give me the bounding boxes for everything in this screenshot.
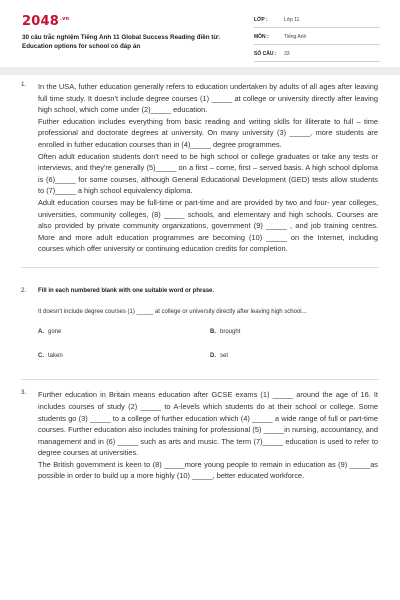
option-letter: C.: [38, 353, 44, 360]
option-b[interactable]: [210, 329, 240, 335]
site-logo[interactable]: [22, 14, 69, 29]
passage-paragraph: Adult education courses may be full-time or part-time and are provided by two and four- year colleges, universities, community colleges, (8) _____ schools, and elementary and high schools. Courses are also provided by private community organizations, government (9) _____ , and job training centres. More and more adult education programmes are becoming (10) _____ on the Internet, including courses which offer university or continuing education credits for completion.: [38, 197, 378, 254]
meta-row-question-count: [254, 48, 380, 62]
meta-label: SỐ CÂU :: [254, 51, 277, 57]
question-body: [38, 81, 378, 255]
option-text: brought: [220, 329, 241, 336]
option-text: taken: [48, 353, 63, 360]
passage-paragraph: Futher education includes everything from basic reading and writing skills for illiterate to full – time professional and doctorate degrees at university. On many university (3) _____, more students are enrolled in futher education courses than in (4)_____ degree programmes.: [38, 116, 378, 149]
meta-value: Lớp 11: [284, 17, 300, 23]
answer-options: [38, 329, 378, 375]
meta-row-class: [254, 14, 380, 28]
meta-value: Tiếng Anh: [284, 34, 307, 40]
question-body: [38, 389, 378, 482]
option-letter: D.: [210, 353, 216, 360]
question-2: [0, 287, 400, 375]
option-text: set: [220, 353, 229, 360]
option-letter: B.: [210, 329, 216, 336]
question-3: [0, 389, 400, 482]
header-separator: [0, 67, 400, 75]
question-divider: [21, 267, 379, 268]
question-1: [0, 75, 400, 255]
option-letter: A.: [38, 329, 44, 336]
document-meta: [254, 14, 380, 65]
passage-paragraph: In the USA, futher education generally refers to education undertaken by adults of all ages after leaving full time study. It doesn't include degree courses (1) _____ at college or university directly after leaving high school, which come under (2)_____ education.: [38, 82, 378, 115]
option-c[interactable]: [38, 353, 63, 359]
document-header: [0, 0, 400, 66]
meta-value: 33: [284, 51, 290, 57]
meta-label: MÔN :: [254, 34, 269, 40]
option-text: gone: [48, 329, 62, 336]
logo-text: 2048: [22, 14, 59, 29]
question-number: 2.: [21, 286, 27, 294]
meta-label: LỚP :: [254, 17, 268, 23]
passage-paragraph: The British government is keen to (8) _____more young people to remain in education as (9) _____as possible in order to build up a more highly (10) _____, better educated workforce.: [38, 459, 378, 481]
question-text: It doesn't include degree courses (1) _____ at college or university directly after leaving high school...: [38, 308, 307, 315]
question-number: 3.: [21, 389, 27, 397]
question-body: [38, 287, 378, 375]
document-content: [0, 75, 400, 482]
question-instruction: Fill in each numbered blank with one suitable word or phrase.: [38, 287, 215, 294]
option-a[interactable]: [38, 329, 61, 335]
meta-row-subject: [254, 31, 380, 45]
passage-paragraph: Further education in Britain means education after GCSE exams (1) _____ around the age of 16. It includes courses of study (2) _____ to A-levels which students do at their school or college. Some students go (3) _____ to a college of further education which (4) _____ a wide range of full or part-time courses. Further education also includes training for professional (5) _____in nursing, accountancy, and management and in (6) _____ such as arts and music. The term (7)_____ education is used to refer to degree courses at universities.: [38, 390, 378, 458]
question-divider: [21, 379, 379, 380]
logo-suffix: .vn: [59, 16, 70, 22]
passage-paragraph: Often adult education students don't need to be high school or college graduates or take any tests or interviews, and they're generally (5)_____ on a first – come, first – served basis. A high school diploma is (6)_____ for some courses, although General Educational Development (GED) tests allow students to (7)_____ a high school equivalency diploma.: [38, 151, 378, 196]
document-title: 30 câu trắc nghiệm Tiếng Anh 11 Global Success Reading điền từ: Education options for school có đáp án: [22, 34, 221, 50]
option-d[interactable]: [210, 353, 228, 359]
question-number: 1.: [21, 81, 27, 88]
